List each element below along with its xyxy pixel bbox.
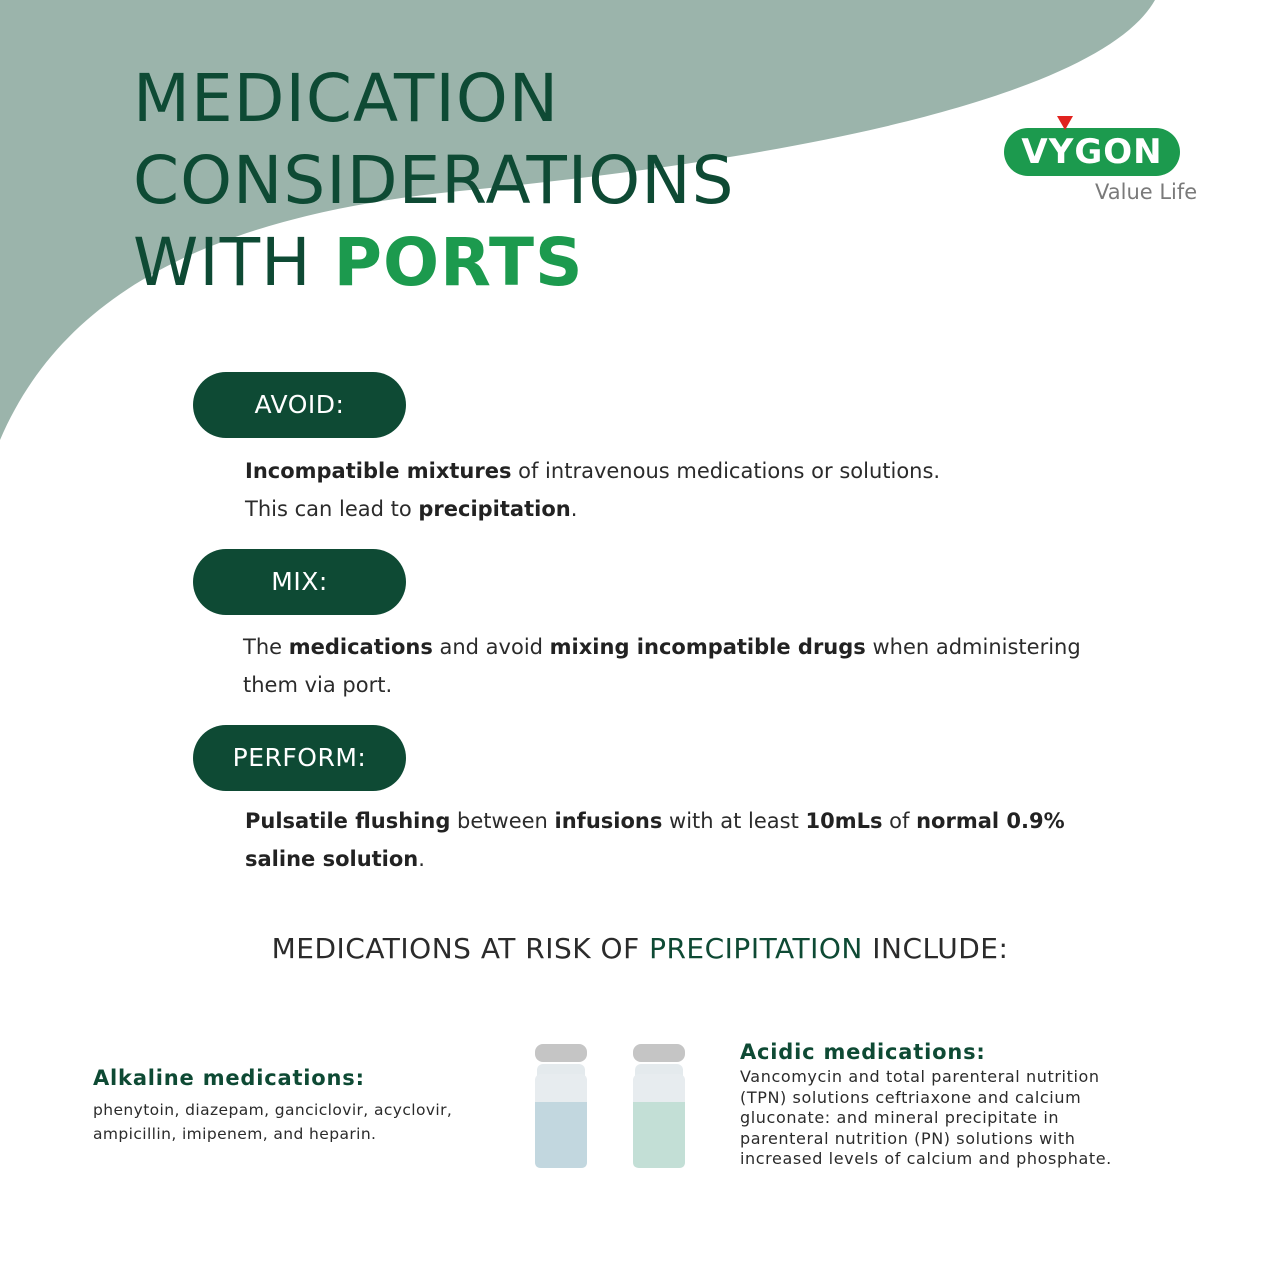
risk-accent: PRECIPITATION bbox=[649, 932, 863, 965]
vial-mint-icon bbox=[631, 1044, 687, 1170]
mix-text-2: and avoid bbox=[432, 635, 550, 659]
perform-text-1: between bbox=[450, 809, 555, 833]
avoid-text-2: This can lead to bbox=[245, 497, 419, 521]
title-line-3 bbox=[133, 222, 735, 304]
title-line-3-prefix: WITH bbox=[133, 224, 334, 301]
logo-triangle-icon bbox=[1057, 116, 1073, 130]
perform-text-3: of bbox=[882, 809, 917, 833]
avoid-bold-1: Incompatible mixtures bbox=[245, 459, 512, 483]
acidic-text: Vancomycin and total parenteral nutrition (TPN) solutions ceftriaxone and calcium gluconate: and mineral precipitate in parenteral nutrition (PN) solutions with increased levels of calcium and phosphate. bbox=[740, 1067, 1112, 1168]
mix-text-3: when administering them via port. bbox=[243, 635, 1081, 697]
vial-blue-icon bbox=[533, 1044, 589, 1170]
avoid-text bbox=[245, 452, 1105, 528]
perform-bold-1: Pulsatile flushing bbox=[245, 809, 451, 833]
perform-badge: PERFORM: bbox=[193, 725, 406, 791]
logo-tagline: Value Life bbox=[1095, 180, 1198, 204]
acidic-title: Acidic medications: bbox=[740, 1040, 986, 1064]
risk-prefix: MEDICATIONS AT RISK OF bbox=[271, 932, 650, 965]
perform-bold-4: normal 0.9% saline solution bbox=[245, 809, 1065, 871]
page-title bbox=[133, 58, 735, 304]
perform-text-2: with at least bbox=[662, 809, 806, 833]
alkaline-text: phenytoin, diazepam, ganciclovir, acyclovir, ampicillin, imipenem, and heparin. bbox=[93, 1101, 453, 1143]
title-line-1: MEDICATION bbox=[133, 60, 560, 137]
perform-text-4: . bbox=[418, 847, 425, 871]
perform-bold-2: infusions bbox=[554, 809, 663, 833]
mix-text bbox=[243, 628, 1103, 704]
avoid-text-1: of intravenous medications or solutions. bbox=[511, 459, 941, 483]
title-line-2: CONSIDERATIONS bbox=[133, 142, 735, 219]
avoid-text-3: . bbox=[570, 497, 578, 521]
vygon-logo bbox=[1004, 116, 1204, 208]
mix-badge: MIX: bbox=[193, 549, 406, 615]
perform-bold-3: 10mLs bbox=[805, 809, 883, 833]
mix-bold-2: mixing incompatible drugs bbox=[549, 635, 866, 659]
mix-text-1: The bbox=[243, 635, 289, 659]
alkaline-title: Alkaline medications: bbox=[93, 1066, 365, 1090]
logo-wordmark: VYGON bbox=[1004, 128, 1180, 176]
perform-text bbox=[245, 802, 1105, 878]
title-accent: PORTS bbox=[333, 224, 584, 301]
risk-suffix: INCLUDE: bbox=[862, 932, 1009, 965]
avoid-badge: AVOID: bbox=[193, 372, 406, 438]
avoid-bold-2: precipitation bbox=[418, 497, 571, 521]
mix-bold-1: medications bbox=[288, 635, 433, 659]
risk-heading bbox=[0, 932, 1280, 965]
